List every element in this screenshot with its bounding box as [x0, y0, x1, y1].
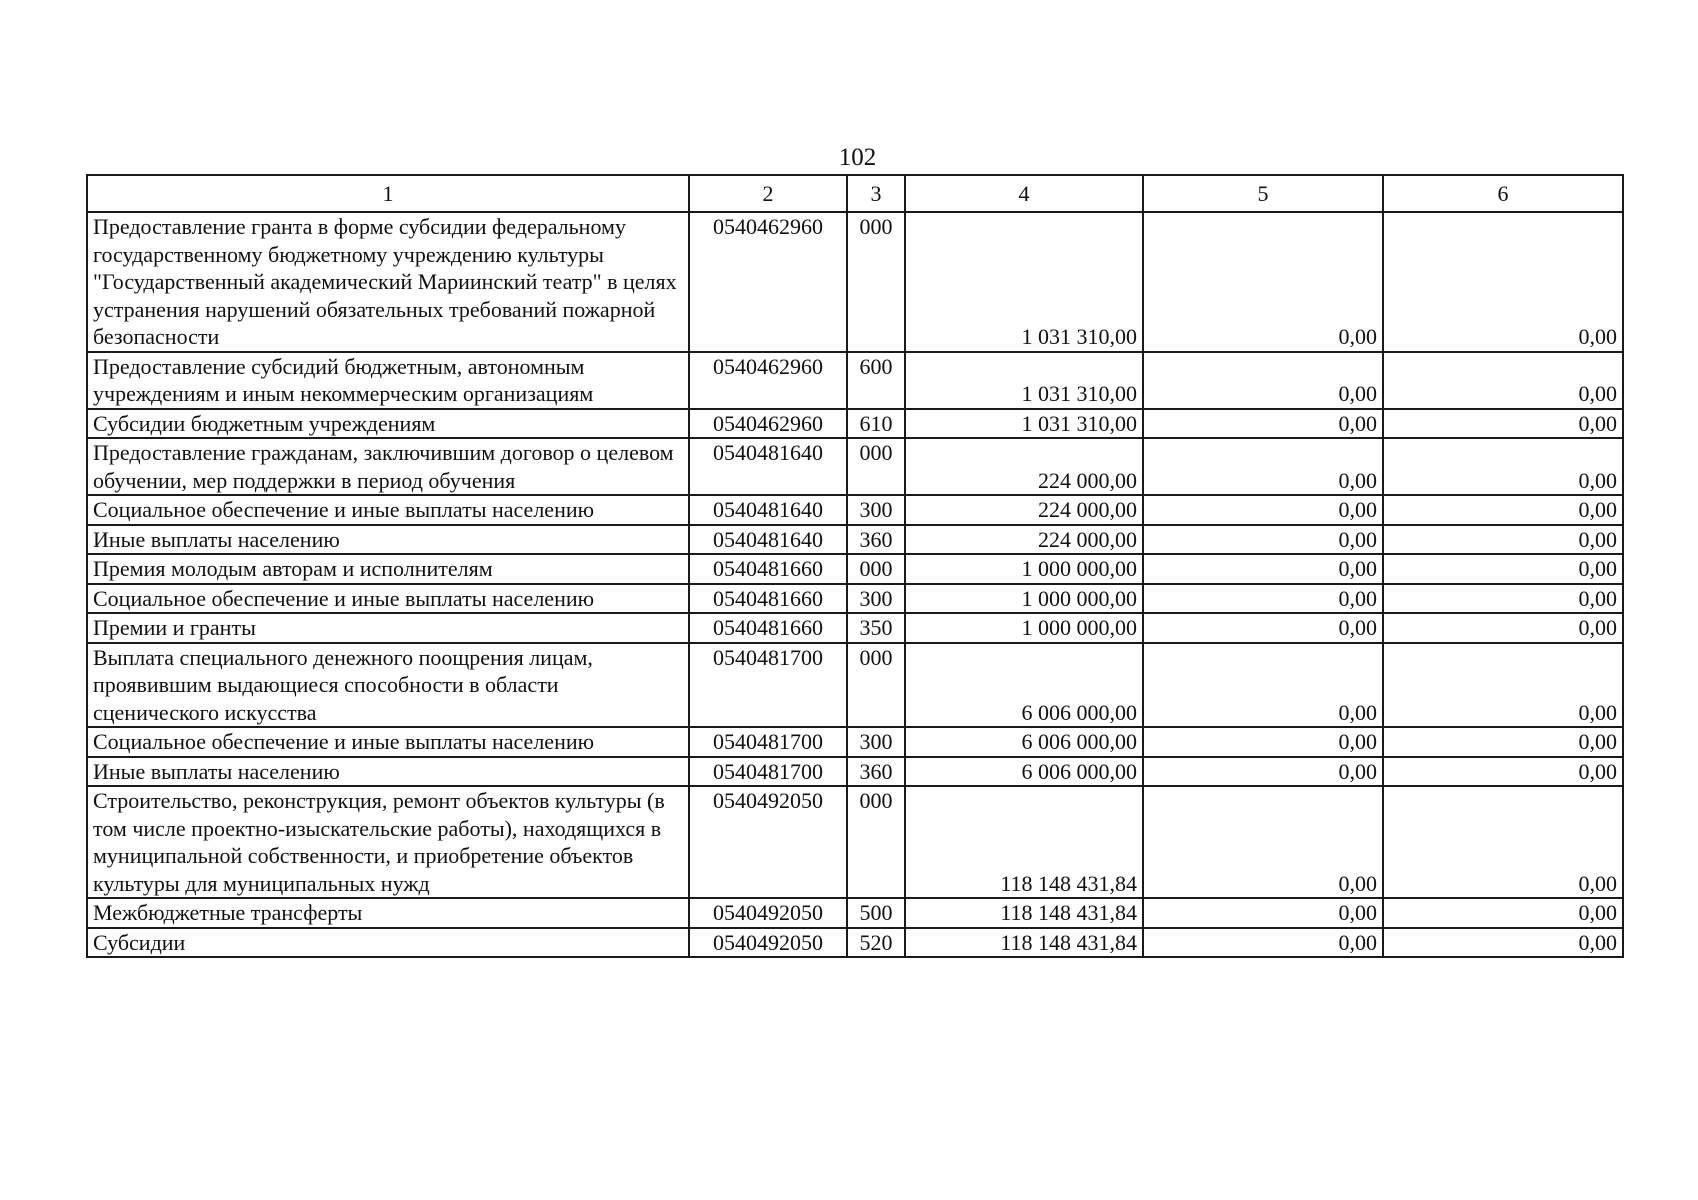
row-kind-cell: 000 — [847, 438, 905, 495]
row-code-cell: 0540481700 — [689, 643, 847, 728]
row-value-col5-cell: 0,00 — [1143, 643, 1383, 728]
row-value-col4-cell: 118 148 431,84 — [905, 898, 1143, 928]
table-row — [87, 352, 1623, 409]
row-name-cell: Социальное обеспечение и иные выплаты населению — [87, 584, 689, 614]
table-row — [87, 928, 1623, 958]
row-name-cell: Предоставление гражданам, заключившим договор о целевом обучении, мер поддержки в период обучения — [87, 438, 689, 495]
row-value-col6-cell: 0,00 — [1383, 643, 1623, 728]
column-header-5: 5 — [1143, 175, 1383, 212]
row-value-col4-cell: 1 031 310,00 — [905, 352, 1143, 409]
table-row — [87, 212, 1623, 352]
row-kind-cell: 300 — [847, 727, 905, 757]
row-code-cell: 0540492050 — [689, 898, 847, 928]
row-kind-cell: 000 — [847, 212, 905, 352]
page-number: 102 — [838, 144, 877, 171]
row-code-cell: 0540481700 — [689, 757, 847, 787]
row-name-cell: Премия молодым авторам и исполнителям — [87, 554, 689, 584]
row-value-col6-cell: 0,00 — [1383, 786, 1623, 898]
table-row — [87, 495, 1623, 525]
table-row — [87, 786, 1623, 898]
row-value-col4-cell: 118 148 431,84 — [905, 786, 1143, 898]
row-kind-cell: 300 — [847, 584, 905, 614]
row-name-cell: Иные выплаты населению — [87, 525, 689, 555]
row-value-col6-cell: 0,00 — [1383, 352, 1623, 409]
table-row — [87, 898, 1623, 928]
row-value-col4-cell: 224 000,00 — [905, 438, 1143, 495]
row-kind-cell: 300 — [847, 495, 905, 525]
row-name-cell: Выплата специального денежного поощрения лицам, проявившим выдающиеся способности в области сценического искусства — [87, 643, 689, 728]
row-value-col5-cell: 0,00 — [1143, 352, 1383, 409]
row-code-cell: 0540481660 — [689, 554, 847, 584]
row-kind-cell: 000 — [847, 643, 905, 728]
row-code-cell: 0540492050 — [689, 928, 847, 958]
row-value-col6-cell: 0,00 — [1383, 409, 1623, 439]
column-header-1: 1 — [87, 175, 689, 212]
row-name-cell: Премии и гранты — [87, 613, 689, 643]
table-row — [87, 584, 1623, 614]
row-value-col5-cell: 0,00 — [1143, 554, 1383, 584]
row-code-cell: 0540481700 — [689, 727, 847, 757]
row-value-col4-cell: 1 000 000,00 — [905, 554, 1143, 584]
table-row — [87, 525, 1623, 555]
row-value-col6-cell: 0,00 — [1383, 757, 1623, 787]
row-kind-cell: 600 — [847, 352, 905, 409]
row-name-cell: Субсидии бюджетным учреждениям — [87, 409, 689, 439]
table-body — [87, 175, 1623, 957]
table-row — [87, 727, 1623, 757]
table-row — [87, 643, 1623, 728]
row-kind-cell: 500 — [847, 898, 905, 928]
row-value-col4-cell: 1 031 310,00 — [905, 409, 1143, 439]
row-value-col4-cell: 224 000,00 — [905, 525, 1143, 555]
row-value-col4-cell: 6 006 000,00 — [905, 727, 1143, 757]
row-code-cell: 0540492050 — [689, 786, 847, 898]
row-kind-cell: 360 — [847, 757, 905, 787]
row-value-col6-cell: 0,00 — [1383, 928, 1623, 958]
row-value-col5-cell: 0,00 — [1143, 928, 1383, 958]
column-header-2: 2 — [689, 175, 847, 212]
row-value-col6-cell: 0,00 — [1383, 554, 1623, 584]
row-value-col4-cell: 1 000 000,00 — [905, 613, 1143, 643]
row-kind-cell: 000 — [847, 554, 905, 584]
row-value-col5-cell: 0,00 — [1143, 212, 1383, 352]
row-value-col4-cell: 224 000,00 — [905, 495, 1143, 525]
row-kind-cell: 350 — [847, 613, 905, 643]
row-name-cell: Предоставление субсидий бюджетным, автономным учреждениям и иным некоммерческим организациям — [87, 352, 689, 409]
column-header-6: 6 — [1383, 175, 1623, 212]
column-number-header-row — [87, 175, 1623, 212]
row-value-col6-cell: 0,00 — [1383, 495, 1623, 525]
row-value-col5-cell: 0,00 — [1143, 898, 1383, 928]
row-name-cell: Иные выплаты населению — [87, 757, 689, 787]
row-kind-cell: 520 — [847, 928, 905, 958]
row-code-cell: 0540481660 — [689, 584, 847, 614]
table-row — [87, 757, 1623, 787]
row-value-col5-cell: 0,00 — [1143, 786, 1383, 898]
row-code-cell: 0540462960 — [689, 409, 847, 439]
column-header-4: 4 — [905, 175, 1143, 212]
row-value-col5-cell: 0,00 — [1143, 757, 1383, 787]
row-kind-cell: 000 — [847, 786, 905, 898]
row-name-cell: Социальное обеспечение и иные выплаты населению — [87, 727, 689, 757]
row-value-col5-cell: 0,00 — [1143, 584, 1383, 614]
row-value-col5-cell: 0,00 — [1143, 525, 1383, 555]
row-name-cell: Субсидии — [87, 928, 689, 958]
table-row — [87, 613, 1623, 643]
row-value-col6-cell: 0,00 — [1383, 525, 1623, 555]
row-value-col6-cell: 0,00 — [1383, 584, 1623, 614]
row-code-cell: 0540481640 — [689, 495, 847, 525]
row-code-cell: 0540462960 — [689, 212, 847, 352]
row-value-col6-cell: 0,00 — [1383, 212, 1623, 352]
row-value-col5-cell: 0,00 — [1143, 438, 1383, 495]
row-code-cell: 0540462960 — [689, 352, 847, 409]
row-name-cell: Межбюджетные трансферты — [87, 898, 689, 928]
row-code-cell: 0540481660 — [689, 613, 847, 643]
row-code-cell: 0540481640 — [689, 525, 847, 555]
row-value-col6-cell: 0,00 — [1383, 438, 1623, 495]
row-name-cell: Строительство, реконструкция, ремонт объектов культуры (в том числе проектно-изыскательские работы), находящихся в муниципальной собственности, и приобретение объектов культуры для муниципальных нужд — [87, 786, 689, 898]
row-value-col4-cell: 6 006 000,00 — [905, 643, 1143, 728]
row-code-cell: 0540481640 — [689, 438, 847, 495]
row-value-col5-cell: 0,00 — [1143, 727, 1383, 757]
table-row — [87, 409, 1623, 439]
row-value-col4-cell: 6 006 000,00 — [905, 757, 1143, 787]
row-kind-cell: 360 — [847, 525, 905, 555]
row-value-col5-cell: 0,00 — [1143, 409, 1383, 439]
row-value-col6-cell: 0,00 — [1383, 613, 1623, 643]
row-kind-cell: 610 — [847, 409, 905, 439]
table-row — [87, 554, 1623, 584]
row-name-cell: Предоставление гранта в форме субсидии федеральному государственному бюджетному учреждению культуры "Государственный академический Мариинский театр" в целях устранения нарушений обязательных требований пожарной безопасности — [87, 212, 689, 352]
table-row — [87, 438, 1623, 495]
column-header-3: 3 — [847, 175, 905, 212]
row-value-col4-cell: 1 000 000,00 — [905, 584, 1143, 614]
row-value-col6-cell: 0,00 — [1383, 727, 1623, 757]
row-value-col5-cell: 0,00 — [1143, 495, 1383, 525]
row-value-col4-cell: 118 148 431,84 — [905, 928, 1143, 958]
row-value-col6-cell: 0,00 — [1383, 898, 1623, 928]
row-name-cell: Социальное обеспечение и иные выплаты населению — [87, 495, 689, 525]
row-value-col5-cell: 0,00 — [1143, 613, 1383, 643]
row-value-col4-cell: 1 031 310,00 — [905, 212, 1143, 352]
budget-table — [86, 174, 1624, 958]
